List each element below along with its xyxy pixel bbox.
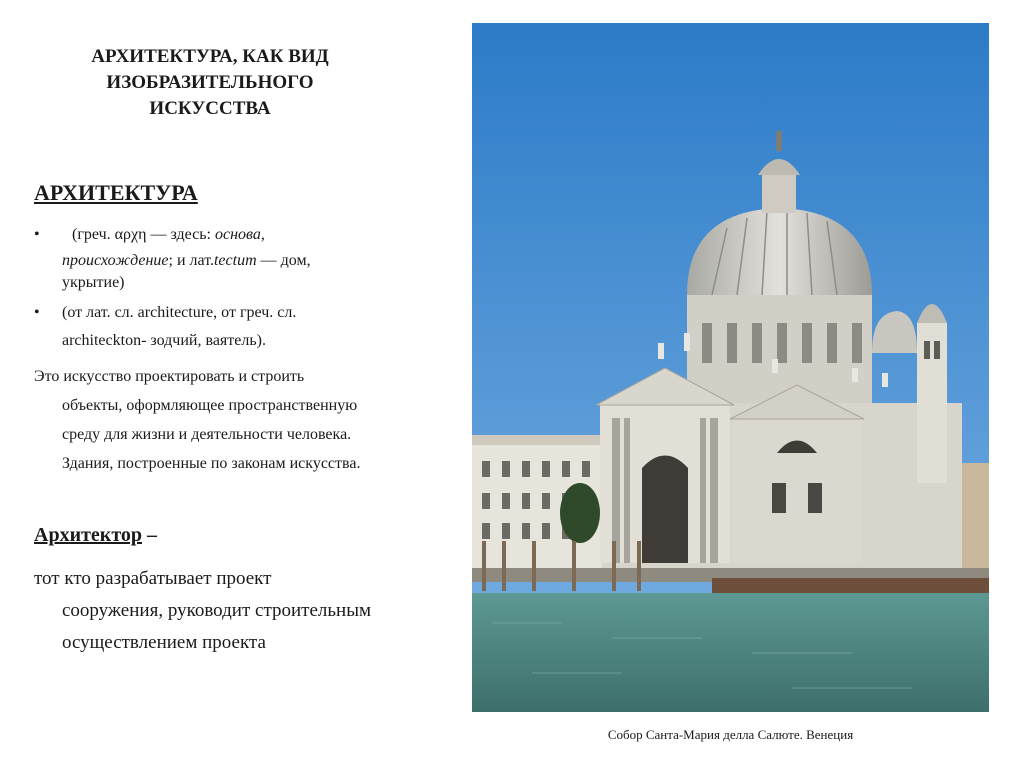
title-line-3: ИСКУССТВА (149, 98, 271, 119)
para-line-3: среду для жизни и деятельности человека. (62, 426, 352, 443)
bullet-dot: • (34, 304, 40, 321)
bullet1-text-a: (греч. αρχη — здесь: (72, 226, 215, 243)
bullet1-text-g: укрытие) (62, 274, 125, 291)
title-line-2: ИЗОБРАЗИТЕЛЬНОГО (106, 72, 314, 93)
section-heading: АРХИТЕКТУРА (34, 180, 198, 205)
bullet1-text-c: происхождение (62, 252, 169, 269)
bullet1-text-e: tectum (213, 252, 257, 269)
def-line-2: сооружения, руководит строительным (62, 600, 371, 621)
architect-label: Архитектор (34, 524, 142, 546)
architect-dash: – (142, 524, 157, 546)
basilica-photo (472, 23, 989, 712)
photo-caption: Собор Санта-Мария делла Салюте. Венеция (607, 727, 854, 742)
def-line-1: тот кто разрабатывает проект (34, 568, 272, 589)
bullet1-text-d: ; и лат. (168, 252, 214, 269)
page-title (40, 44, 380, 122)
para-line-2: объекты, оформляющее пространственную (62, 397, 358, 414)
para-line-1: Это искусство проектировать и строить (34, 368, 305, 385)
bullet-dot: • (34, 226, 40, 243)
bullet1-text-b: основа, (215, 226, 265, 243)
architect-heading (34, 524, 157, 547)
title-line-1: АРХИТЕКТУРА, КАК ВИД (91, 46, 329, 67)
bullet2-line-1: (от лат. сл. architecture, от греч. сл. (62, 304, 297, 321)
def-line-3: осуществлением проекта (62, 632, 266, 653)
bullet2-line-2: architeckton- зодчий, ваятель). (62, 332, 266, 349)
para-line-4: Здания, построенные по законам искусства. (62, 455, 361, 472)
architect-definition (34, 563, 454, 659)
bullet1-text-f: — дом, (256, 252, 311, 269)
definition-paragraph (34, 362, 444, 478)
